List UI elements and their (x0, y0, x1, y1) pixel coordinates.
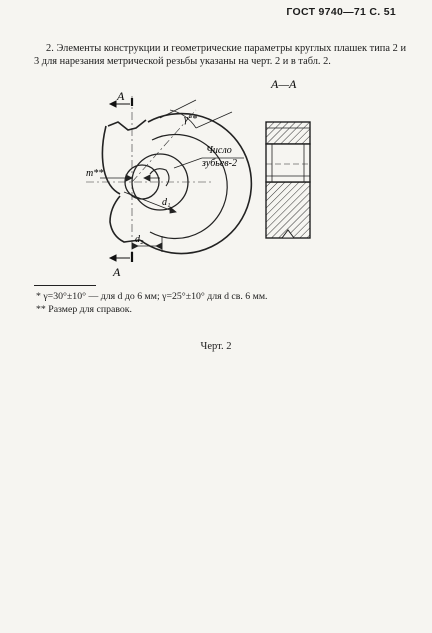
die-plan-view (102, 114, 251, 254)
section-view (266, 122, 310, 238)
page-header: ГОСТ 9740—71 С. 51 (286, 6, 396, 18)
teeth-count-line2: зубьев-2 (202, 158, 237, 169)
footnotes (36, 290, 416, 316)
footnote-reference: ** Размер для справок. (36, 304, 133, 315)
footnote-rule (34, 285, 96, 286)
figure-caption: Черт. 2 (200, 341, 232, 352)
technical-drawing (0, 0, 432, 280)
cut-label-bottom: А (113, 265, 121, 279)
d1-label: d₁ (162, 197, 171, 208)
m-label: m** (86, 168, 104, 179)
body-paragraph: 2. Элементы конструкции и геометрические параметры круглых плашек типа 2 и 3 для нарезания метрической резьбы указаны на черт. 2 и в табл. 2. (34, 43, 406, 67)
d2-label: d₂ (135, 234, 144, 245)
section-title: А—А (271, 77, 297, 91)
m-dimension (100, 175, 160, 181)
teeth-count-line1: Число (206, 145, 232, 156)
footnote-gamma: * γ=30°±10° — для d до 6 мм; γ=25°±10° для d св. 6 мм. (36, 291, 268, 302)
cut-label-top: А (117, 89, 125, 103)
gamma-label: γ°* (184, 114, 197, 125)
